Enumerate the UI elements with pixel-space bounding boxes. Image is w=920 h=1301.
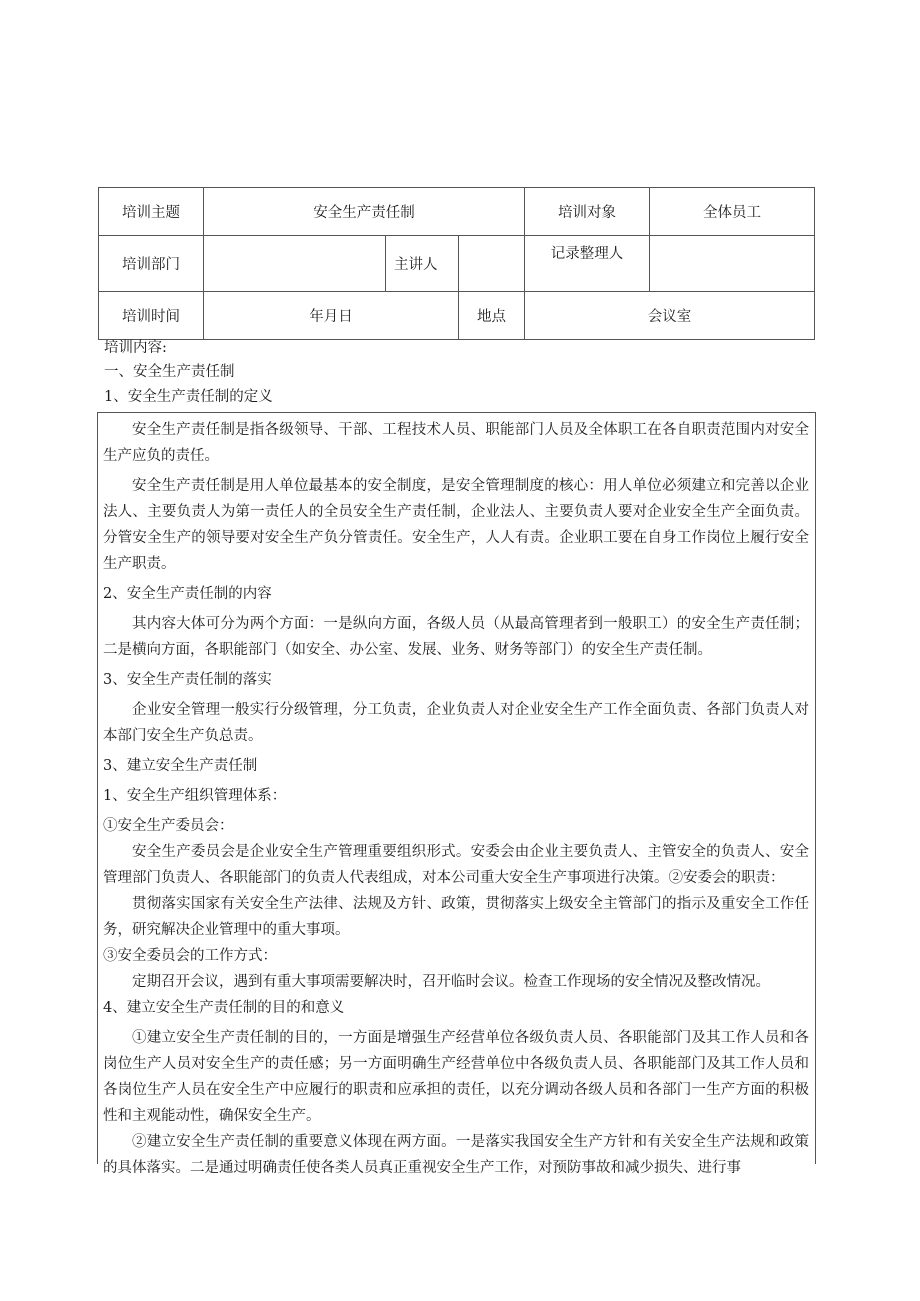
- paragraph: ②建立安全生产责任制的重要意义体现在两方面。一是落实我国安全生产方针和有关安全生产法规和政策的具体落实。二是通过明确责任使各类人员真正重视安全生产工作，对预防事故和减少损失、进行事: [103, 1134, 809, 1176]
- training-info-table: [98, 187, 815, 340]
- subsection-heading: 1、安全生产组织管理体系：: [103, 788, 287, 804]
- table-row: [99, 188, 815, 236]
- subsection-heading: ③安全委员会的工作方式：: [103, 948, 277, 964]
- audience-value: 全体员工: [650, 188, 815, 236]
- department-value: [204, 236, 386, 292]
- table-row: [99, 236, 815, 292]
- subsection-heading: 2、安全生产责任制的内容: [103, 586, 272, 602]
- training-content-label: 培训内容:: [104, 340, 167, 356]
- department-label: 培训部门: [99, 236, 204, 292]
- paragraph: 企业安全管理一般实行分级管理，分工负责，企业负责人对企业安全生产工作全面负责、各部门负责人对本部门安全生产负总责。: [103, 702, 809, 744]
- subsection-heading: 3、建立安全生产责任制: [103, 758, 258, 774]
- paragraph: 安全生产责任制是用人单位最基本的安全制度，是安全管理制度的核心：用人单位必须建立和完善以企业法人、主要负责人为第一责任人的全员安全生产责任制，企业法人、主要负责人要对企业安全生产全面负责。分管安全生产的领导要对安全生产负分管责任。安全生产，人人有责。企业职工要在自身工作岗位上履行安全生产职责。: [103, 478, 809, 572]
- location-label: 地点: [459, 292, 525, 340]
- time-label: 培训时间: [99, 292, 204, 340]
- recorder-value: [650, 236, 815, 292]
- recorder-label: 记录整理人: [525, 236, 650, 292]
- topic-label: 培训主题: [99, 188, 204, 236]
- time-value: 年月日: [204, 292, 459, 340]
- subsection-heading: ①安全生产委员会：: [103, 818, 234, 834]
- location-value: 会议室: [525, 292, 815, 340]
- paragraph: 其内容大体可分为两个方面：一是纵向方面，各级人员（从最高管理者到一般职工）的安全生产责任制；二是横向方面，各职能部门（如安全、办公室、发展、业务、财务等部门）的安全生产责任制。: [103, 616, 809, 658]
- paragraph: ①建立安全生产责任制的目的，一方面是增强生产经营单位各级负责人员、各职能部门及其工作人员和各岗位生产人员对安全生产的责任感；另一方面明确生产经营单位中各级负责人员、各职能部门及其工作人员和各岗位生产人员在安全生产中应履行的职责和应承担的责任，以充分调动各级人员和各部门一生产方面的积极性和主观能动性，确保安全生产。: [103, 1030, 809, 1124]
- lecturer-value: [459, 236, 525, 292]
- table-row: [99, 292, 815, 340]
- section-heading: 一、安全生产责任制: [104, 364, 235, 380]
- paragraph: 安全生产责任制是指各级领导、干部、工程技术人员、职能部门人员及全体职工在各自职责范围内对安全生产应负的责任。: [103, 422, 809, 464]
- paragraph: 定期召开会议，遇到有重大事项需要解决时，召开临时会议。检查工作现场的安全情况及整改情况。: [132, 974, 770, 990]
- subsection-heading: 4、建立安全生产责任制的目的和意义: [103, 1000, 345, 1016]
- lecturer-label: 主讲人: [386, 236, 459, 292]
- paragraph: 安全生产委员会是企业安全生产管理重要组织形式。安委会由企业主要负责人、主管安全的负责人、安全管理部门负责人、各职能部门的负责人代表组成，对本公司重大安全生产事项进行决策。②安委会的职责：: [103, 844, 809, 886]
- audience-label: 培训对象: [525, 188, 650, 236]
- subsection-heading: 1、安全生产责任制的定义: [104, 389, 273, 405]
- topic-value: 安全生产责任制: [204, 188, 525, 236]
- paragraph: 贯彻落实国家有关安全生产法律、法规及方针、政策，贯彻落实上级安全主管部门的指示及重安全工作任务，研究解决企业管理中的重大事项。: [103, 896, 809, 938]
- subsection-heading: 3、安全生产责任制的落实: [103, 672, 272, 688]
- training-content-box: [97, 412, 816, 1176]
